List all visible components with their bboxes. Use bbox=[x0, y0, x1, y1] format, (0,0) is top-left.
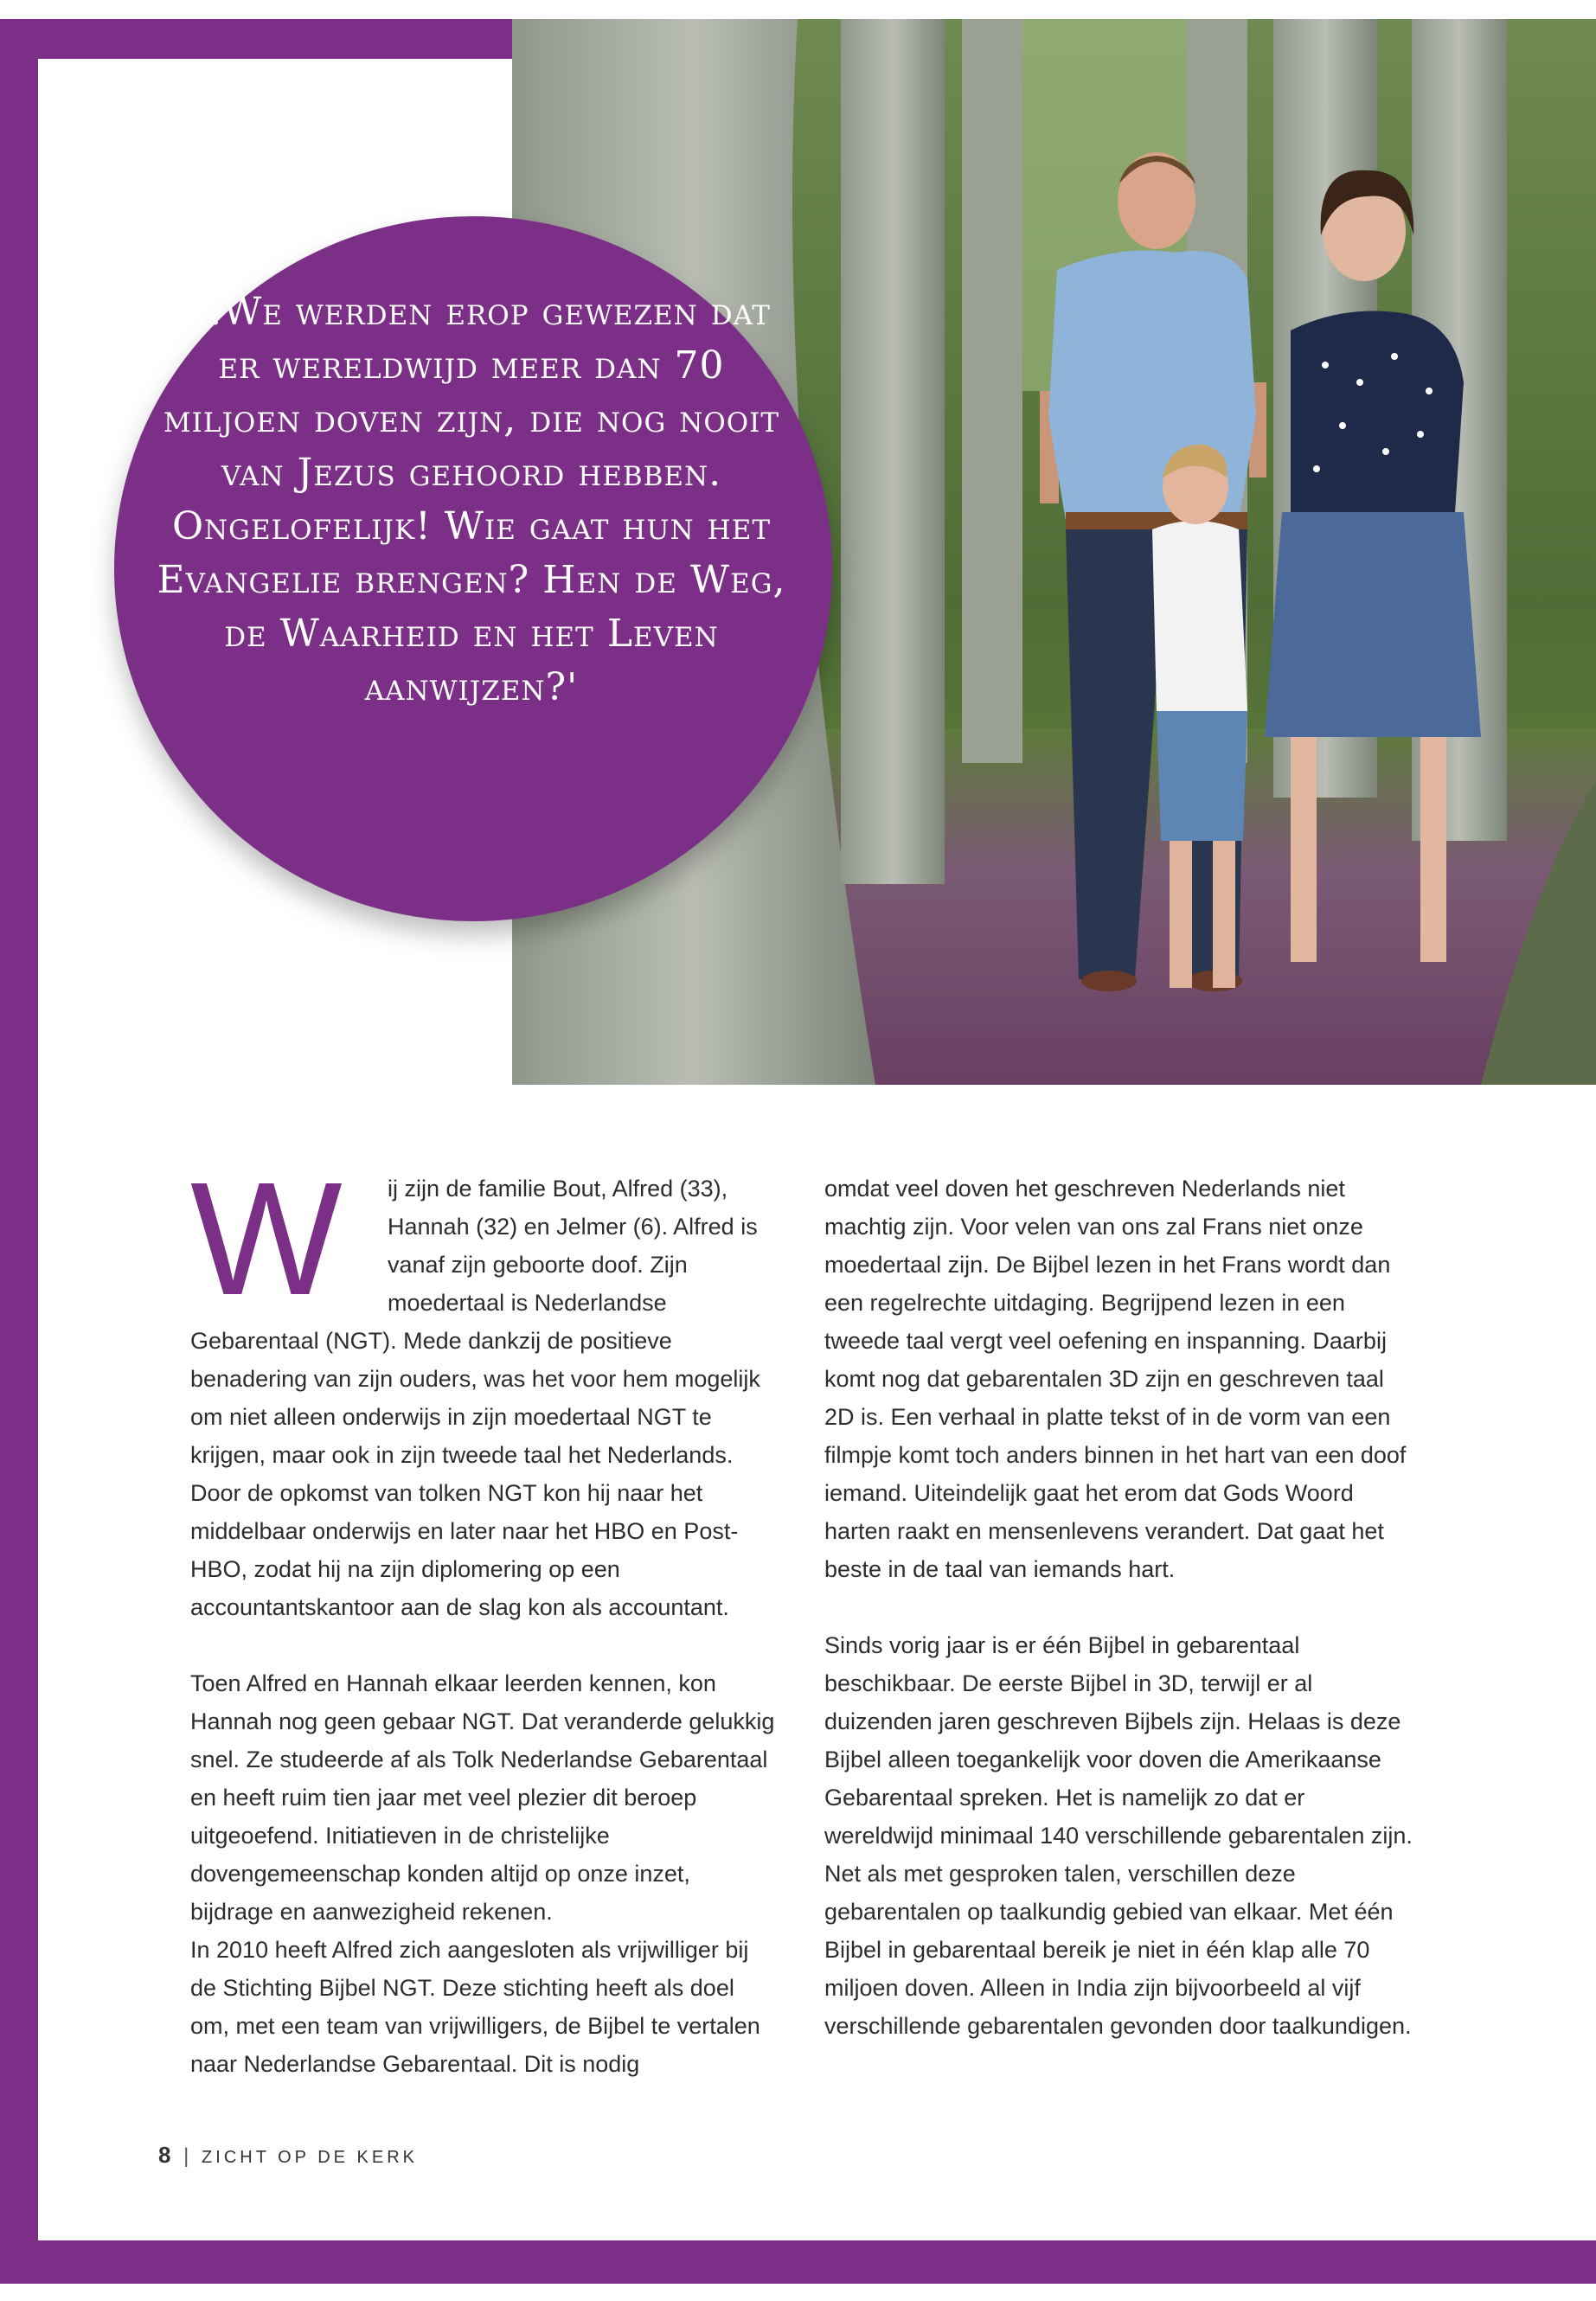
article-paragraph: Toen Alfred en Hannah elkaar leerden kennen, kon Hannah nog geen gebaar NGT. Dat veranderde gelukkig snel. Ze studeerde af als Tolk Nederlandse Gebarentaal en heeft ruim tien jaar met veel plezier dit beroep uitgeoefend. Initiatieven in de christelijke dovengemeenschap konden altijd op onze inzet, bijdrage en aanwezigheid rekenen. bbox=[190, 1670, 775, 1925]
frame-bottom-bar bbox=[0, 2240, 1596, 2284]
pull-quote: '...We werden erop gewezen dat er wereldwijd meer dan 70 miljoen doven zijn, die nog nooit van Jezus gehoord hebben. Ongelofelijk! Wie gaat hun het Evangelie brengen? Hen de Weg, de Waarheid en het Leven aanwijzen?' bbox=[157, 290, 786, 709]
frame-left-bar bbox=[0, 19, 38, 2284]
page-footer bbox=[158, 2142, 418, 2169]
drop-cap: W bbox=[190, 1150, 337, 1329]
footer-separator: | bbox=[183, 2144, 189, 2168]
frame-top-bar bbox=[0, 19, 515, 59]
magazine-name: ZICHT OP DE KERK bbox=[202, 2148, 419, 2167]
page-number: 8 bbox=[158, 2142, 171, 2168]
article-column-left bbox=[190, 1150, 779, 2083]
article-paragraph: omdat veel doven het geschreven Nederlands niet machtig zijn. Voor velen van ons zal Frans niet onze moedertaal zijn. De Bijbel lezen in het Frans wordt dan een regelrechte uitdaging. Begrijpend lezen in een tweede taal vergt veel oefening en inspanning. Daarbij komt nog dat gebarentalen 3D zijn en geschreven taal 2D is. Een verhaal in platte tekst of in de vorm van een filmpje komt toch anders binnen in het hart van een doof iemand. Uiteindelijk gaat het erom dat Gods Woord harten raakt en mensenlevens verandert. Dat gaat het beste in de taal van iemands hart. bbox=[824, 1176, 1407, 1582]
article-paragraph: In 2010 heeft Alfred zich aangesloten als vrijwilliger bij de Stichting Bijbel NGT. Deze stichting heeft als doel om, met een team van vrijwilligers, de Bijbel te vertalen naar Nederlandse Gebarentaal. Dit is nodig bbox=[190, 1937, 760, 2077]
article-paragraph: ij zijn de familie Bout, Alfred (33), Hannah (32) en Jelmer (6). Alfred is vanaf zijn geboorte doof. Zijn moedertaal is Nederlandse Gebarentaal (NGT). Mede dankzij de positieve benadering van zijn ouders, was het voor hem mogelijk om niet alleen onderwijs in zijn moedertaal NGT te krijgen, maar ook in zijn tweede taal het Nederlands. Door de opkomst van tolken NGT kon hij naar het middelbaar onderwijs en later naar het HBO en Post-HBO, zodat hij na zijn diplomering op een accountantskantoor aan de slag kon als accountant. bbox=[190, 1176, 760, 1620]
article-paragraph: Sinds vorig jaar is er één Bijbel in gebarentaal beschikbaar. De eerste Bijbel in 3D, terwijl er al duizenden jaren geschreven Bijbels zijn. Helaas is deze Bijbel alleen toegankelijk voor doven die Amerikaanse Gebarentaal spreken. Het is namelijk zo dat er wereldwijd minimaal 140 verschillende gebarentalen zijn. Net als met gesproken talen, verschillen deze gebarentalen op taalkundig gebied van elkaar. Met één Bijbel in gebarentaal bereik je niet in één klap alle 70 miljoen doven. Alleen in India zijn bijvoorbeeld al vijf verschillende gebarentalen gevonden door taalkundigen. bbox=[824, 1632, 1413, 2039]
article-column-right bbox=[824, 1170, 1413, 2045]
